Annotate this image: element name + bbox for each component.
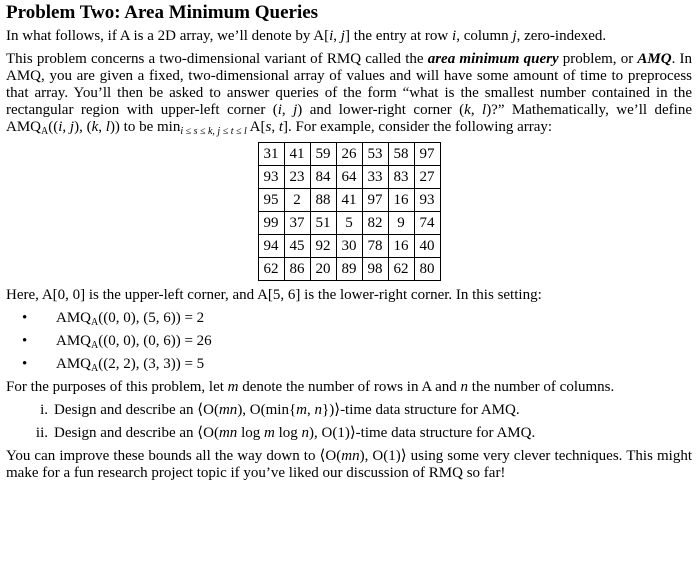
part-text: Design and describe an ⟨O( [54,402,219,418]
table-cell: 33 [362,166,388,189]
var-s: s [265,119,272,135]
def-text: , [281,102,294,118]
table-row [258,258,440,281]
def-text: , [271,119,279,135]
bullet-icon: • [22,310,28,326]
table-cell: 26 [336,143,362,166]
amq-label: AMQ [56,356,92,372]
purposes-text: the number of columns. [468,379,615,395]
table-cell: 23 [284,166,310,189]
closing-text: ), O(1)⟩ using some very clever techniques. This might make for a fun research project topic if you’ve liked our discussion of RMQ so far! [6,448,693,481]
table-cell: 51 [310,212,336,235]
subscript-a: A [91,363,99,374]
intro-text: , column [456,28,513,44]
table-cell: 92 [310,235,336,258]
table-cell: 20 [310,258,336,281]
var-i: i [329,28,334,44]
example-array-table [258,142,441,281]
list-item [22,333,692,350]
table-row [258,166,440,189]
table-cell: 59 [310,143,336,166]
var-t: t [278,119,284,135]
table-cell: 41 [336,189,362,212]
part-text: Design and describe an ⟨O( [54,425,219,441]
part-number: i. [40,402,48,418]
min-subscript: i ≤ s ≤ k, j ≤ t ≤ l [180,126,247,137]
table-cell: 27 [414,166,440,189]
table-cell: 82 [362,212,388,235]
table-cell: 30 [336,235,362,258]
table-cell: 58 [388,143,414,166]
subscript-a: A [91,317,99,328]
def-text: , [98,119,106,135]
var-j: j [340,28,345,44]
def-text: )?” Mathematically, we’ll define AMQ [6,102,693,135]
var-k: k [464,102,471,118]
var-j: j [512,28,517,44]
table-cell: 31 [258,143,284,166]
amq-label: AMQ [56,310,92,326]
purposes-text: For the purposes of this problem, let [6,379,228,395]
purposes-paragraph [6,379,692,396]
var-k: k [91,119,99,135]
var-l: l [105,119,110,135]
bullet-icon: • [22,356,28,372]
table-cell: 2 [284,189,310,212]
table-cell: 9 [388,212,414,235]
table-cell: 78 [362,235,388,258]
var-n: n [460,379,469,395]
table-row [258,143,440,166]
example-list [6,310,692,373]
bullet-icon: • [22,333,28,349]
var-i: i [58,119,63,135]
var-m: m [227,379,239,395]
var-i: i [277,102,282,118]
subscript-a: A [91,340,99,351]
table-cell: 86 [284,258,310,281]
def-text: This problem concerns a two-dimensional variant of RMQ called the [6,51,428,67]
var-mn: mn [218,402,238,418]
part-text: ), O(1)⟩-time data structure for AMQ. [309,425,536,441]
var-m: m [263,425,275,441]
setting-paragraph: Here, A[0, 0] is the upper-left corner, and A[5, 6] is the lower-right corner. In this setting: [6,287,542,303]
table-cell: 83 [388,166,414,189]
intro-paragraph [6,28,692,45]
parts-list [6,402,692,442]
subscript-a: A [41,126,49,137]
intro-text: , zero-indexed. [516,28,607,44]
def-text: )) to be min [109,119,181,135]
table-cell: 99 [258,212,284,235]
table-cell: 40 [414,235,440,258]
var-n: n [314,402,323,418]
amq-expression: ((2, 2), (3, 3)) = 5 [98,356,205,372]
var-m: m [296,402,308,418]
term-area-minimum-query: area minimum query [427,51,559,67]
table-cell: 94 [258,235,284,258]
table-cell: 16 [388,189,414,212]
var-l: l [482,102,487,118]
var-n: n [301,425,309,441]
intro-text: ] the entry at row [344,28,453,44]
table-cell: 53 [362,143,388,166]
def-text: , [62,119,70,135]
def-text: A[ [246,119,266,135]
closing-text: You can improve these bounds all the way down to ⟨O( [6,448,342,464]
var-j: j [69,119,75,135]
part-item [28,402,692,419]
table-cell: 45 [284,235,310,258]
var-j: j [293,102,298,118]
definition-paragraph [6,51,692,136]
part-text: ), O(min{ [237,402,297,418]
part-text: })⟩-time data structure for AMQ. [322,402,520,418]
table-cell: 97 [362,189,388,212]
table-row [258,189,440,212]
var-mn: mn [341,448,360,464]
def-text: . In AMQ, you are given a fixed, two-dimensional array of values and will have some amount of time to preprocess that array. You’ll then be asked to answer queries of the form “what is the smallest number contained in the rectangular region with upper-left corner ( [6,51,693,118]
table-cell: 80 [414,258,440,281]
table-cell: 84 [310,166,336,189]
intro-text: , [333,28,341,44]
table-cell: 41 [284,143,310,166]
part-item [28,425,692,442]
purposes-text: denote the number of rows in A and [238,379,461,395]
part-text: , [307,402,315,418]
table-cell: 98 [362,258,388,281]
table-cell: 95 [258,189,284,212]
table-cell: 16 [388,235,414,258]
list-item [22,356,692,373]
part-text: log [237,425,264,441]
table-row [258,235,440,258]
def-text: (( [48,119,59,135]
part-number: ii. [35,425,48,441]
table-cell: 89 [336,258,362,281]
table-row [258,212,440,235]
table-cell: 5 [336,212,362,235]
part-text: log [274,425,302,441]
table-cell: 62 [258,258,284,281]
table-cell: 37 [284,212,310,235]
table-cell: 93 [414,189,440,212]
intro-text: In what follows, if A is a 2D array, we’ll denote by A[ [6,28,330,44]
def-text: ), ( [74,119,92,135]
table-cell: 97 [414,143,440,166]
table-cell: 88 [310,189,336,212]
def-text: problem, or [558,51,638,67]
problem-title: Problem Two: Area Minimum Queries [6,2,319,23]
var-i: i [452,28,457,44]
table-cell: 62 [388,258,414,281]
def-text: ) and lower-right corner ( [297,102,465,118]
table-cell: 74 [414,212,440,235]
table-cell: 93 [258,166,284,189]
amq-expression: ((0, 0), (0, 6)) = 26 [98,333,212,349]
term-amq: AMQ [637,51,672,67]
def-text: , [470,102,483,118]
var-mn: mn [218,425,238,441]
table-cell: 64 [336,166,362,189]
list-item [22,310,692,327]
amq-expression: ((0, 0), (5, 6)) = 2 [98,310,205,326]
def-text: ]. For example, consider the following array: [283,119,553,135]
amq-label: AMQ [56,333,92,349]
closing-paragraph [6,448,692,482]
